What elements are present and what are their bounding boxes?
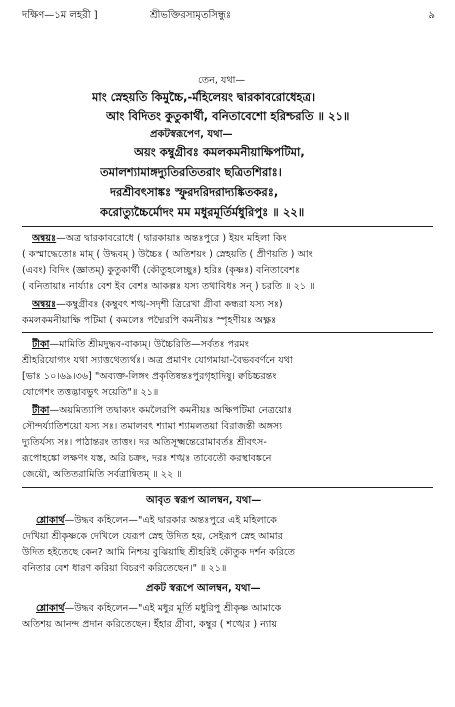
- tika-line: [32, 404, 292, 417]
- anvaya-line: (এবং) বিদিং (জ্ঞাতম্) কুতুকার্থী (কৌতুহলেচ্ছুঃ) হরিঃ (কৃষ্ণঃ) বনিতাবেশঃ: [22, 265, 300, 276]
- tika-line: [32, 338, 249, 351]
- sloka-text: —উদ্ধব কহিলেন—"এই দ্বারকার অন্তঃপুরে এই মহিলাকে: [64, 515, 277, 526]
- sloka-line: উদিত হইতেছে কেন? আমি নিশ্চয় বুঝিয়াছি শ্রীহরিই কৌতুক দর্শন করিতে: [22, 547, 295, 558]
- anvaya-line: [32, 298, 283, 311]
- anvaya-line: [32, 232, 287, 245]
- tika-text: —অয়মিত্যাপি তদ্বাক্যং কমলৈরপি কমনীয়ঃ অক্ষিপটিমা নেত্রয়োঃ: [49, 405, 293, 416]
- sloka-label: শ্লোকার্থ: [36, 603, 65, 614]
- divider: [22, 487, 433, 488]
- tika-label: টীকা: [32, 405, 50, 416]
- tika-line: রূপোহঙ্কো লক্ষণং যস্ত, অরি চক্রং, দরঃ শঙ্খঃ তাবেতৌ করস্থাবঙ্কনে: [22, 453, 272, 464]
- verse2-line: অয়ং কম্বুগ্রীবঃ কমলকমনীয়াক্ষিপটিমা,: [134, 145, 305, 159]
- divider: [22, 332, 433, 333]
- tika-line: শ্রীহরিযোগ্যং যথা স্যাত্তথেত্যর্থঃ। অত্র প্রমাণং যোগমায়া-বৈভববর্ণনে যথা: [22, 355, 293, 366]
- verse2-line: তমালশ্যামাঙ্গদ্যুতিরতিতরাং ছত্রিতশিরাঃ।: [100, 165, 282, 179]
- sloka-line: [36, 514, 277, 527]
- anvaya-line: ( বনিতায়াঃ নার্য্যাঃ বেশ ইব বেশঃ আকল্পঃ যস্য তথাবিধঃ সন্ ) চরতি ॥ ২১ ॥: [22, 281, 315, 292]
- verse1-line: আং বিদিতং কুতুকার্থী, বনিতাবেশো হরিশ্চরতি ॥ ২১॥: [106, 109, 350, 123]
- verse2-line: দরশ্রীবৎসাঙ্কঃ স্ফুরদরিদরাদ্যঙ্কিতকরঃ,: [110, 185, 279, 199]
- intro-line: তেন, যথা—: [198, 75, 246, 86]
- tika-line: [ভাঃ ১০।৬৯।৩৬] "অব্যক্ত-লিঙ্গং প্রকৃতিষ্বন্তঃপুরগৃহাদিষু। ক্বচিচ্চরন্তং: [22, 371, 277, 382]
- verse2-line: করোত্যুচ্চৈর্মোদং মম মধুরমূর্তির্মধুরিপুঃ ॥ ২২॥: [100, 205, 305, 219]
- tika-text: —মামিতি শ্রীমদুদ্ধব-বাক্যম্। উচ্চৈরিতি—সর্বতঃ পরমং: [49, 339, 249, 350]
- anvaya-label: অন্বয়ঃ: [32, 299, 57, 310]
- tika-line: দ্যুতির্যস্য সঃ। পাঠান্তরং তাত্তং। দর অতিসূক্ষ্মন্তেরোমাবর্তঃ শ্রীবৎস-: [22, 437, 267, 448]
- divider: [22, 226, 433, 227]
- tika-line: যোগেশং তত্তদ্ভাবভুৎ সয়েতি"॥ ২১॥: [22, 387, 159, 398]
- verse1-line: মাং স্নেহয়তি কিমুচ্চৈ,-র্মহিলেয়ং দ্বারকাবরোধেহত্র।: [92, 90, 316, 104]
- sloka-label: শ্লোকার্থ: [36, 515, 65, 526]
- tika-label: টীকা: [32, 339, 50, 350]
- sloka-line: বনিতার বেশ ধারণ করিয়া বিচরণ করিতেছেন।" ॥ ২১॥: [22, 563, 227, 574]
- page-number: ৯: [428, 10, 435, 21]
- anvaya-line: কমলকমনীয়াক্ষি পটিমা ( কমলেঃ পদ্মৈরপি কমনীয়ঃ স্পৃহণীয়ঃ অক্ষ্ণঃ: [22, 315, 277, 326]
- running-header: [22, 8, 435, 24]
- sloka-line: [36, 602, 281, 615]
- section-heading: প্রকটস্বরূপেণ, যথা—: [150, 129, 233, 140]
- sloka-line: অতিশয় আনন্দ প্রদান করিতেছেন। ইঁহার গ্রীবা, কম্বুর ( শঙ্খের ) ন্যায়: [22, 619, 278, 630]
- tika-line: সৌন্দর্য্যাতিশয়ো যস্য সঃ। তমালবৎ শ্যামা শ্যামলতয়া বিরাজন্তী অঙ্গস্য: [22, 421, 283, 432]
- header-left: দক্ষিণ—১ম লহরী ]: [22, 10, 98, 21]
- section-heading: আবৃত স্বরূপ আলম্বন, যথা—: [146, 495, 262, 506]
- anvaya-text: —কম্বুগ্রীবঃ (কম্বুবৎ শঙ্খ-সদৃশী ত্রিরেখা গ্রীবা কন্ধরা যস্য সঃ): [56, 299, 283, 310]
- sloka-line: দেখিয়া শ্রীকৃষ্ণকে দেখিলে যেরূপ স্নেহ উদিত হয়, সেইরূপ স্নেহ আমার: [22, 531, 283, 542]
- sloka-text: —উদ্ধব কহিলেন—"এই মধুর মূর্তি মধুরিপু শ্রীকৃষ্ণ আমাকে: [64, 603, 282, 614]
- anvaya-line: ( কস্মাদ্ধেতোঃ মাম্ ( উদ্ধবম্ ) উচ্চৈঃ ( অতিশয়ং ) স্নেহয়তি ( প্রীণয়তি ) আং: [22, 249, 313, 260]
- anvaya-text: —অত্র দ্বারকাবরোধে ( দ্বারকায়াঃ অন্তঃপুরে ) ইয়ং মহিলা কিং: [56, 233, 287, 244]
- section-heading: প্রকট স্বরূপে আলম্বন, যথা—: [146, 583, 261, 594]
- anvaya-label: অন্বয়ঃ: [32, 233, 57, 244]
- tika-line: জেয়ৌ, অতিতরামিতি সর্বত্রান্বিতম্ ॥ ২২ ॥: [22, 469, 182, 480]
- header-center: শ্রীভক্তিরসামৃতসিন্ধুঃ: [150, 10, 232, 21]
